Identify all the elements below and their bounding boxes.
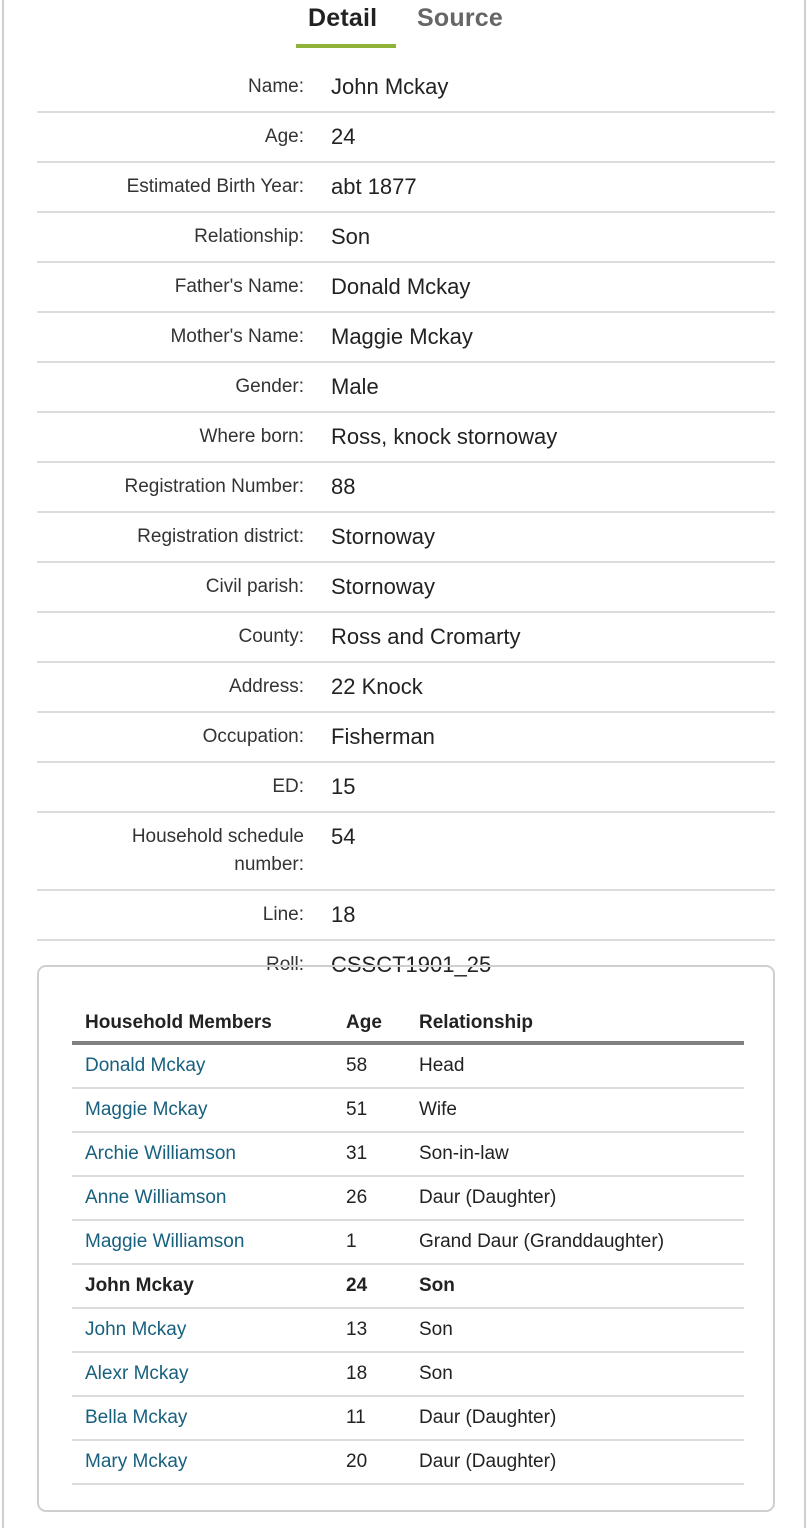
member-name-cell (72, 1440, 333, 1484)
member-relationship: Son (406, 1264, 744, 1308)
member-name-cell (72, 1220, 333, 1264)
household-table (72, 1005, 744, 1485)
member-age: 24 (333, 1264, 406, 1308)
detail-label: ED: (272, 776, 304, 797)
detail-value: 15 (331, 774, 356, 799)
detail-label: Address: (229, 676, 304, 697)
detail-value: 22 Knock (331, 674, 423, 699)
detail-value: Stornoway (331, 524, 435, 549)
member-name-cell (72, 1088, 333, 1132)
detail-label: Civil parish: (205, 576, 304, 597)
detail-label: Age: (264, 126, 304, 147)
detail-label: Where born: (199, 426, 304, 447)
member-name-cell (72, 1352, 333, 1396)
detail-row (37, 363, 775, 413)
detail-value: Stornoway (331, 574, 435, 599)
member-name-link[interactable]: Archie Williamson (85, 1143, 236, 1164)
detail-label: Occupation: (202, 726, 304, 747)
tab-source[interactable]: Source (417, 4, 503, 32)
member-age: 11 (333, 1396, 406, 1440)
detail-label: Relationship: (194, 226, 304, 247)
member-age: 20 (333, 1440, 406, 1484)
detail-value: Son (331, 224, 371, 249)
household-row (72, 1396, 744, 1440)
detail-label: Gender: (235, 376, 304, 397)
household-members-panel (37, 965, 775, 1512)
household-table-header (72, 1005, 744, 1043)
member-name-link[interactable]: Bella Mckay (85, 1407, 188, 1428)
detail-value: 24 (331, 124, 356, 149)
member-age: 26 (333, 1176, 406, 1220)
member-age: 18 (333, 1352, 406, 1396)
detail-label: Registration Number: (124, 476, 304, 497)
member-name-link[interactable]: John Mckay (85, 1319, 187, 1340)
detail-row (37, 663, 775, 713)
detail-row (37, 713, 775, 763)
header-age: Age (333, 1005, 406, 1043)
detail-value: Donald Mckay (331, 274, 471, 299)
tab-bar (0, 0, 810, 50)
detail-label: Estimated Birth Year: (126, 176, 304, 197)
member-name-cell (72, 1396, 333, 1440)
detail-row (37, 563, 775, 613)
detail-value: abt 1877 (331, 174, 417, 199)
detail-label: Household schedule number: (131, 826, 304, 875)
detail-value: 88 (331, 474, 356, 499)
member-name-link[interactable]: Alexr Mckay (85, 1363, 189, 1384)
detail-label: Roll: (265, 954, 304, 975)
member-name-link[interactable]: Anne Williamson (85, 1187, 227, 1208)
member-relationship: Son-in-law (406, 1132, 744, 1176)
household-row (72, 1088, 744, 1132)
member-relationship: Daur (Daughter) (406, 1176, 744, 1220)
detail-row (37, 63, 775, 113)
tab-detail[interactable]: Detail (308, 4, 378, 32)
member-relationship: Daur (Daughter) (406, 1396, 744, 1440)
member-name-cell: John Mckay (72, 1264, 333, 1308)
household-row (72, 1440, 744, 1484)
detail-row (37, 113, 775, 163)
detail-row (37, 463, 775, 513)
member-age: 1 (333, 1220, 406, 1264)
member-relationship: Grand Daur (Granddaughter) (406, 1220, 744, 1264)
detail-row (37, 263, 775, 313)
detail-row (37, 763, 775, 813)
active-tab-indicator (296, 44, 396, 48)
detail-row (37, 163, 775, 213)
detail-row (37, 213, 775, 263)
member-age: 13 (333, 1308, 406, 1352)
household-row (72, 1043, 744, 1088)
detail-value: Male (331, 374, 379, 399)
header-relationship: Relationship (406, 1005, 744, 1043)
member-name-link[interactable]: Mary Mckay (85, 1451, 188, 1472)
detail-label: Mother's Name: (170, 326, 304, 347)
detail-label: Registration district: (137, 526, 304, 547)
member-relationship: Wife (406, 1088, 744, 1132)
detail-value: Fisherman (331, 724, 435, 749)
detail-row (37, 413, 775, 463)
detail-value: John Mckay (331, 74, 449, 99)
detail-label: Name: (248, 76, 304, 97)
detail-value: Ross, knock stornoway (331, 424, 558, 449)
member-name-cell (72, 1176, 333, 1220)
household-row (72, 1264, 744, 1308)
detail-value: 18 (331, 902, 356, 927)
member-name-cell (72, 1308, 333, 1352)
household-row (72, 1176, 744, 1220)
member-relationship: Son (406, 1352, 744, 1396)
detail-label: County: (238, 626, 304, 647)
household-row (72, 1352, 744, 1396)
detail-label: Father's Name: (174, 276, 304, 297)
household-row (72, 1132, 744, 1176)
detail-row (37, 613, 775, 663)
member-relationship: Head (406, 1043, 744, 1088)
detail-value: Maggie Mckay (331, 324, 473, 349)
member-name-link[interactable]: Maggie Williamson (85, 1231, 245, 1252)
record-details (37, 63, 775, 989)
detail-value: 54 (331, 824, 356, 849)
detail-row (37, 813, 775, 891)
member-name-cell (72, 1043, 333, 1088)
household-row (72, 1220, 744, 1264)
detail-row (37, 891, 775, 941)
member-age: 31 (333, 1132, 406, 1176)
header-household-members: Household Members (72, 1005, 333, 1043)
member-name-link[interactable]: Maggie Mckay (85, 1099, 208, 1120)
member-name-cell (72, 1132, 333, 1176)
detail-value: CSSCT1901_25 (331, 952, 492, 977)
household-row (72, 1308, 744, 1352)
detail-label: Line: (262, 904, 304, 925)
detail-row (37, 513, 775, 563)
member-age: 58 (333, 1043, 406, 1088)
detail-row (37, 313, 775, 363)
detail-value: Ross and Cromarty (331, 624, 521, 649)
member-relationship: Son (406, 1308, 744, 1352)
member-age: 51 (333, 1088, 406, 1132)
member-name-link[interactable]: Donald Mckay (85, 1055, 206, 1076)
member-relationship: Daur (Daughter) (406, 1440, 744, 1484)
